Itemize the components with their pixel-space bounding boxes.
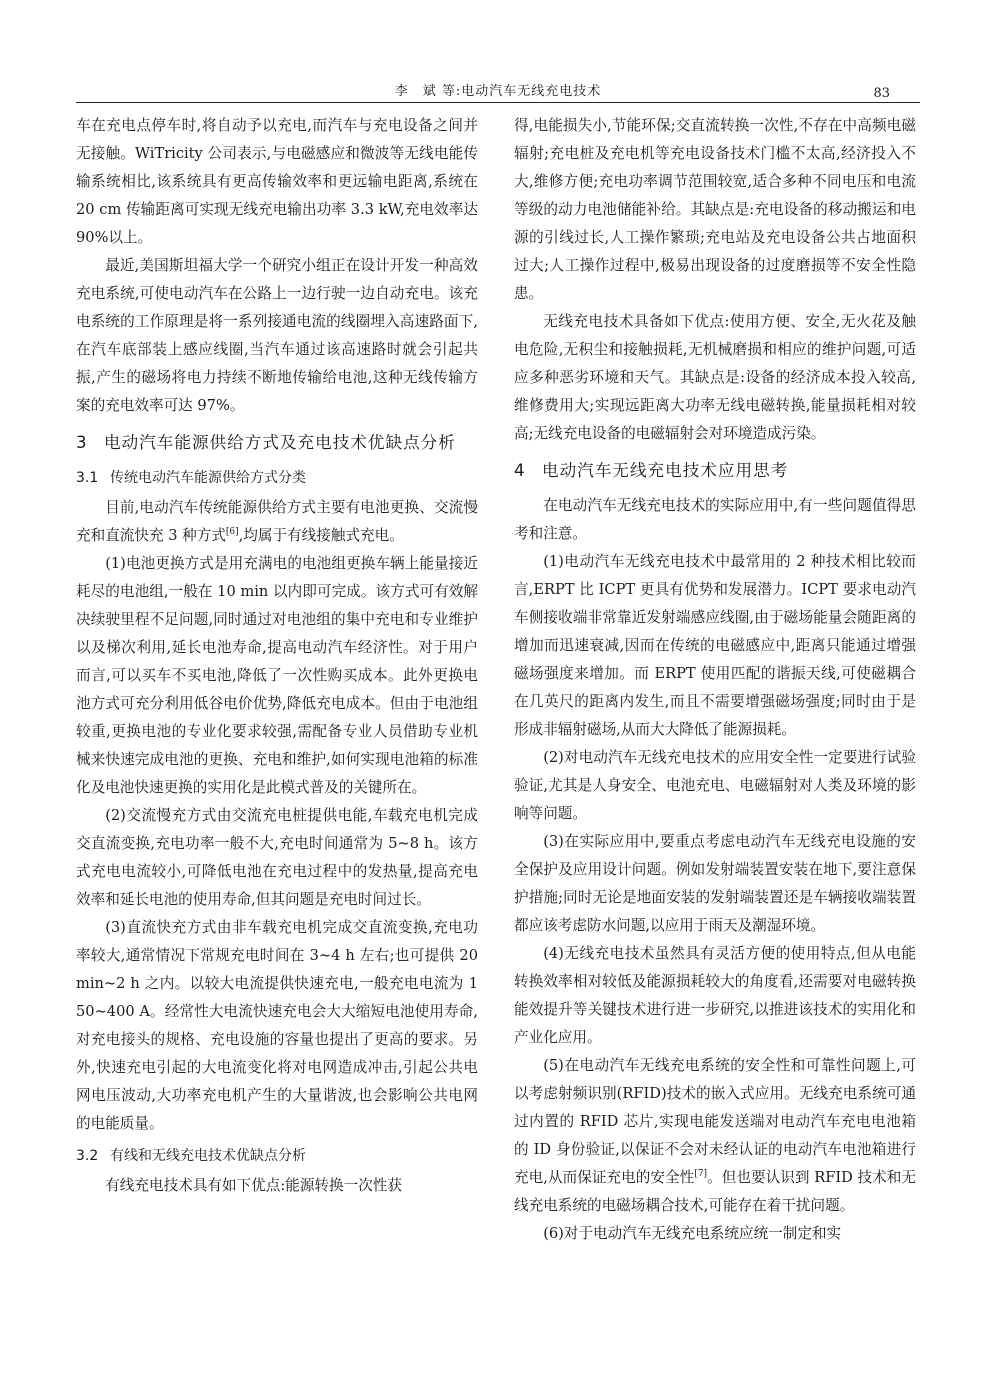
text-run: 目前,电动汽车传统能源供给方式主要有电池更换、交流慢充和直流快充 3 种方式 [76,499,478,544]
paragraph: (4)无线充电技术虽然具有灵活方便的使用特点,但从电能转换效率相对较低及能源损耗较大的角度看,还需要对电磁转换能效提升等关键技术进行进一步研究,以推进该技术的实用化和产业化应用。 [514,945,916,1046]
paragraph: 最近,美国斯坦福大学一个研究小组正在设计开发一种高效充电系统,可使电动汽车在公路上一边行驶一边自动充电。该充电系统的工作原理是将一系列接通电流的线圈埋入高速路面下,在汽车底部装上感应线圈,当汽车通过该高速路时就会引起共振,产生的磁场将电力持续不断地传输给电池,这种无线传输方案的充电效率可达 97%。 [76,257,478,414]
left-column [76,112,478,1382]
section-heading-3 [76,428,478,458]
section-heading-4 [514,456,916,486]
paragraph: (1)电池更换方式是用充满电的电池组更换车辆上能量接近耗尽的电池组,一般在 10 min 以内即可完成。该方式可有效解决续驶里程不足问题,同时通过对电池组的集中充电和专业维护以及梯次利用,延长电池寿命,提高电动汽车经济性。对于用户而言,可以买车不买电池,降低了一次性购买成本。此外更换电池方式可充分利用低谷电价优势,降低充电成本。但由于电池组较重,更换电池的专业化要求较强,需配备专业人员借助专业机械来快速完成电池的更换、充电和维护,如何实现电池箱的标准化及电池快速更换的实用化是此模式普及的关键所在。 [76,555,478,796]
paragraph: 无线充电技术具备如下优点:使用方便、安全,无火花及触电危险,无积尘和接触损耗,无机械磨损和相应的维护问题,可适应多种恶劣环境和天气。其缺点是:设备的经济成本投入较高,维修费用大;实现远距离大功率无线电磁转换,能量损耗相对较高;无线充电设备的电磁辐射会对环境造成污染。 [514,313,916,442]
running-header [76,80,920,103]
paragraph: 有线充电技术具有如下优点:能源转换一次性获 [105,1177,402,1194]
right-column [514,112,916,1382]
paragraph: 得,电能损失小,节能环保;交直流转换一次性,不存在中高频电磁辐射;充电桩及充电机等充电设备技术门槛不太高,经济投入不大,维修方便;充电功率调节范围较宽,适合多种不同电压和电流等级的动力电池储能补给。其缺点是:充电设备的移动搬运和电源的引线过长,人工操作繁琐;充电站及充电设备公共占地面积过大;人工操作过程中,极易出现设备的过度磨损等不安全性隐患。 [514,117,916,302]
paragraph: 车在充电点停车时,将自动予以充电,而汽车与充电设备之间并无接触。WiTricity 公司表示,与电磁感应和微波等无线电能传输系统相比,该系统具有更高传输效率和更远输电距离,系统在 20 cm 传输距离可实现无线充电输出功率 3.3 kW,充电效率达 90%以上。 [76,117,478,246]
subsection-heading-3-1 [76,464,478,492]
section-number: 3 [76,433,88,452]
running-title: 李 斌 等:电动汽车无线充电技术 [394,84,602,99]
paragraph [514,1052,916,1220]
subsection-title: 传统电动汽车能源供给方式分类 [110,470,306,486]
citation-ref[interactable]: [7] [694,1169,708,1179]
subsection-heading-3-2 [76,1142,478,1170]
text-run: ,均属于有线接触式充电。 [238,527,404,544]
paragraph: (2)对电动汽车无线充电技术的应用安全性一定要进行试验验证,尤其是人身安全、电池充电、电磁辐射对人类及环境的影响等问题。 [514,749,916,822]
text-run: (5)在电动汽车无线充电系统的安全性和可靠性问题上,可以考虑射频识别(RFID)技术的嵌入式应用。无线充电系统可通过内置的 RFID 芯片,实现电能发送端对电动汽车充电电池箱的 ID 身份验证,以保证不会对未经认证的电动汽车电池箱进行充电,从而保证充电的安全性 [514,1057,916,1186]
subsection-number: 3.1 [76,470,99,486]
page-number: 83 [873,86,890,101]
subsection-title: 有线和无线充电技术优缺点分析 [110,1148,306,1164]
paragraph: (3)直流快充方式由非车载充电机完成交直流变换,充电功率较大,通常情况下常规充电时间在 3~4 h 左右;也可提供 20 min~2 h 之内。以较大电流提供快速充电,一般充电电流为 150~400 A。经常性大电流快速充电会大大缩短电池使用寿命,对充电接头的规格、充电设施的容量也提出了更高的要求。另外,快速充电引起的大电流变化将对电网造成冲击,引起公共电网电压波动,大功率充电机产生的大量谐波,也会影响公共电网的电能质量。 [76,919,478,1132]
section-number: 4 [514,461,526,480]
paragraph: (2)交流慢充方式由交流充电桩提供电能,车载充电机完成交直流变换,充电功率一般不大,充电时间通常为 5~8 h。该方式充电电流较小,可降低电池在充电过程中的发热量,提高充电效率和延长电池的使用寿命,但其问题是充电时间过长。 [76,807,478,908]
section-title: 电动汽车能源供给方式及充电技术优缺点分析 [104,433,456,452]
citation-ref[interactable]: [6] [225,527,239,537]
paragraph: (6)对于电动汽车无线充电系统应统一制定和实 [543,1225,842,1242]
subsection-number: 3.2 [76,1148,99,1164]
text-run: 。但也要认识到 RFID 技术和无线充电系统的电磁场耦合技术,可能存在着干扰问题。 [514,1169,916,1214]
paragraph: (3)在实际应用中,要重点考虑电动汽车无线充电设施的安全保护及应用设计问题。例如发射端装置安装在地下,要注意保护措施;同时无论是地面安装的发射端装置还是车辆接收端装置都应该考虑防水问题,以应用于雨天及潮湿环境。 [514,833,916,934]
paragraph: 在电动汽车无线充电技术的实际应用中,有一些问题值得思考和注意。 [514,497,916,542]
section-title: 电动汽车无线充电技术应用思考 [542,461,789,480]
paragraph [76,494,478,550]
paragraph: (1)电动汽车无线充电技术中最常用的 2 种技术相比较而言,ERPT 比 ICPT 更具有优势和发展潜力。ICPT 要求电动汽车侧接收端非常靠近发射端感应线圈,由于磁场能量会随距离的增加而迅速衰减,因而在传统的电磁感应中,距离只能通过增强磁场强度来增加。而 ERPT 使用匹配的谐振天线,可使磁耦合在几英尺的距离内发生,而且不需要增强磁场强度;同时由于是形成非辐射磁场,从而大大降低了能源损耗。 [514,553,916,738]
